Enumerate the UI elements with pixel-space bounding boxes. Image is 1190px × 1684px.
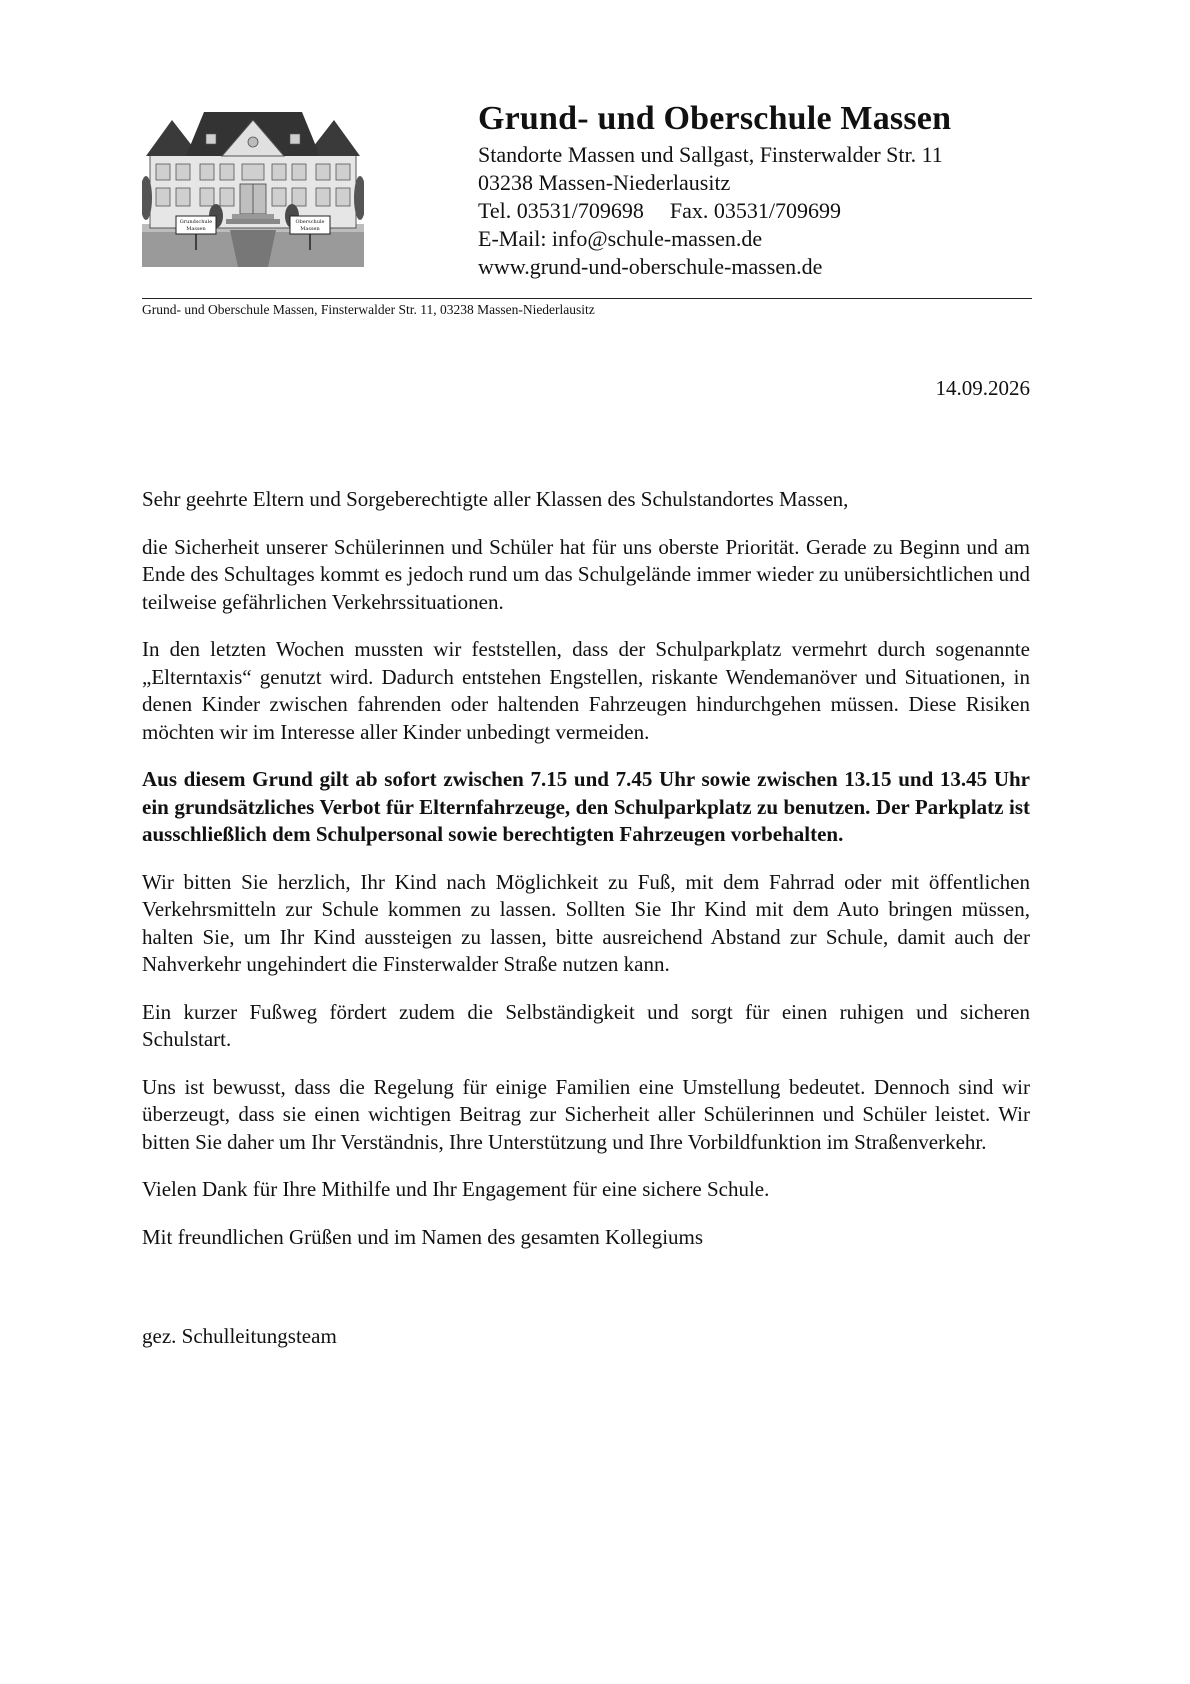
- paragraph-walking: Ein kurzer Fußweg fördert zudem die Selbständigkeit und sorgt für einen ruhigen und sicheren Schulstart.: [142, 999, 1030, 1051]
- sign-right-text: Oberschule: [295, 219, 325, 225]
- salutation: Sehr geehrte Eltern und Sorgeberechtigte aller Klassen des Schulstandortes Massen,: [142, 487, 849, 511]
- paragraph-safety: die Sicherheit unserer Schülerinnen und Schüler hat für uns oberste Priorität. Gerade zu Beginn und am Ende des Schultages kommt es jedoch rund um das Schulgelände immer wieder zu unübersichtlichen und teilweise gefährlichen Verkehrssituationen.: [142, 534, 1030, 614]
- email-address: E-Mail: info@schule-massen.de: [478, 226, 763, 251]
- paragraph-parent-taxis: In den letzten Wochen mussten wir feststellen, dass der Schulparkplatz vermehrt durch sogenannte „Elterntaxis“ genutzt wird. Dadurch entstehen Engstellen, riskante Wendemanöver und Situationen, in denen Kinder zwischen fahrenden oder haltenden Fahrzeugen hindurchgehen müssen. Diese Risiken möchten wir im Interesse aller Kinder unbedingt vermeiden.: [142, 637, 1030, 744]
- letter-body: [142, 486, 1030, 1351]
- svg-text:Massen: Massen: [186, 226, 206, 232]
- paragraph-thanks: Vielen Dank für Ihre Mithilfe und Ihr Engagement für eine sichere Schule.: [142, 1177, 770, 1201]
- paragraph-understanding: Uns ist bewusst, dass die Regelung für einige Familien eine Umstellung bedeutet. Dennoch sind wir überzeugt, dass sie einen wichtigen Beitrag zur Sicherheit aller Schülerinnen und Schüler leistet. Wir bitten Sie daher um Ihr Verständnis, Ihre Unterstützung und Ihre Vorbildfunktion im Straßenverkehr.: [142, 1074, 1030, 1154]
- school-building-logo: [142, 112, 364, 267]
- fax-number: Fax. 03531/709699: [669, 198, 842, 223]
- school-city: 03238 Massen-Niederlausitz: [478, 170, 731, 195]
- closing-greeting: Mit freundlichen Grüßen und im Namen des gesamten Kollegiums: [142, 1224, 704, 1249]
- paragraph-parking-ban: Aus diesem Grund gilt ab sofort zwischen 7.15 und 7.45 Uhr sowie zwischen 13.15 und 13.45 Uhr ein grundsätzliches Verbot für Elternfahrzeuge, den Schulparkplatz zu benutzen. Der Parkplatz ist ausschließlich dem Schulpersonal sowie berechtigten Fahrzeugen vorbehalten.: [142, 767, 1030, 846]
- letterhead: [478, 97, 1038, 281]
- school-locations: Standorte Massen und Sallgast, Finsterwalder Str. 11: [478, 142, 943, 167]
- school-name: Grund- und Oberschule Massen: [478, 100, 952, 137]
- phone-number: Tel. 03531/709698: [478, 198, 644, 223]
- paragraph-request: Wir bitten Sie herzlich, Ihr Kind nach Möglichkeit zu Fuß, mit dem Fahrrad oder mit öffentlichen Verkehrsmitteln zur Schule kommen zu lassen. Sollten Sie Ihr Kind mit dem Auto bringen müssen, halten Sie, um Ihr Kind aussteigen zu lassen, bitte ausreichend Abstand zur Schule, damit auch der Nahverkehr ungehindert die Finsterwalder Straße nutzen kann.: [142, 869, 1030, 976]
- contact-phone-fax: [478, 197, 1038, 225]
- sign-left-text: Grundschule: [179, 219, 213, 225]
- letterhead-divider: [142, 298, 1032, 299]
- signature: gez. Schulleitungsteam: [142, 1324, 337, 1348]
- website-address: www.grund-und-oberschule-massen.de: [478, 254, 823, 279]
- svg-text:Massen: Massen: [300, 226, 320, 232]
- sender-return-address: Grund- und Oberschule Massen, Finsterwalder Str. 11, 03238 Massen-Niederlausitz: [142, 302, 595, 317]
- letter-date: 14.09.2026: [935, 376, 1030, 400]
